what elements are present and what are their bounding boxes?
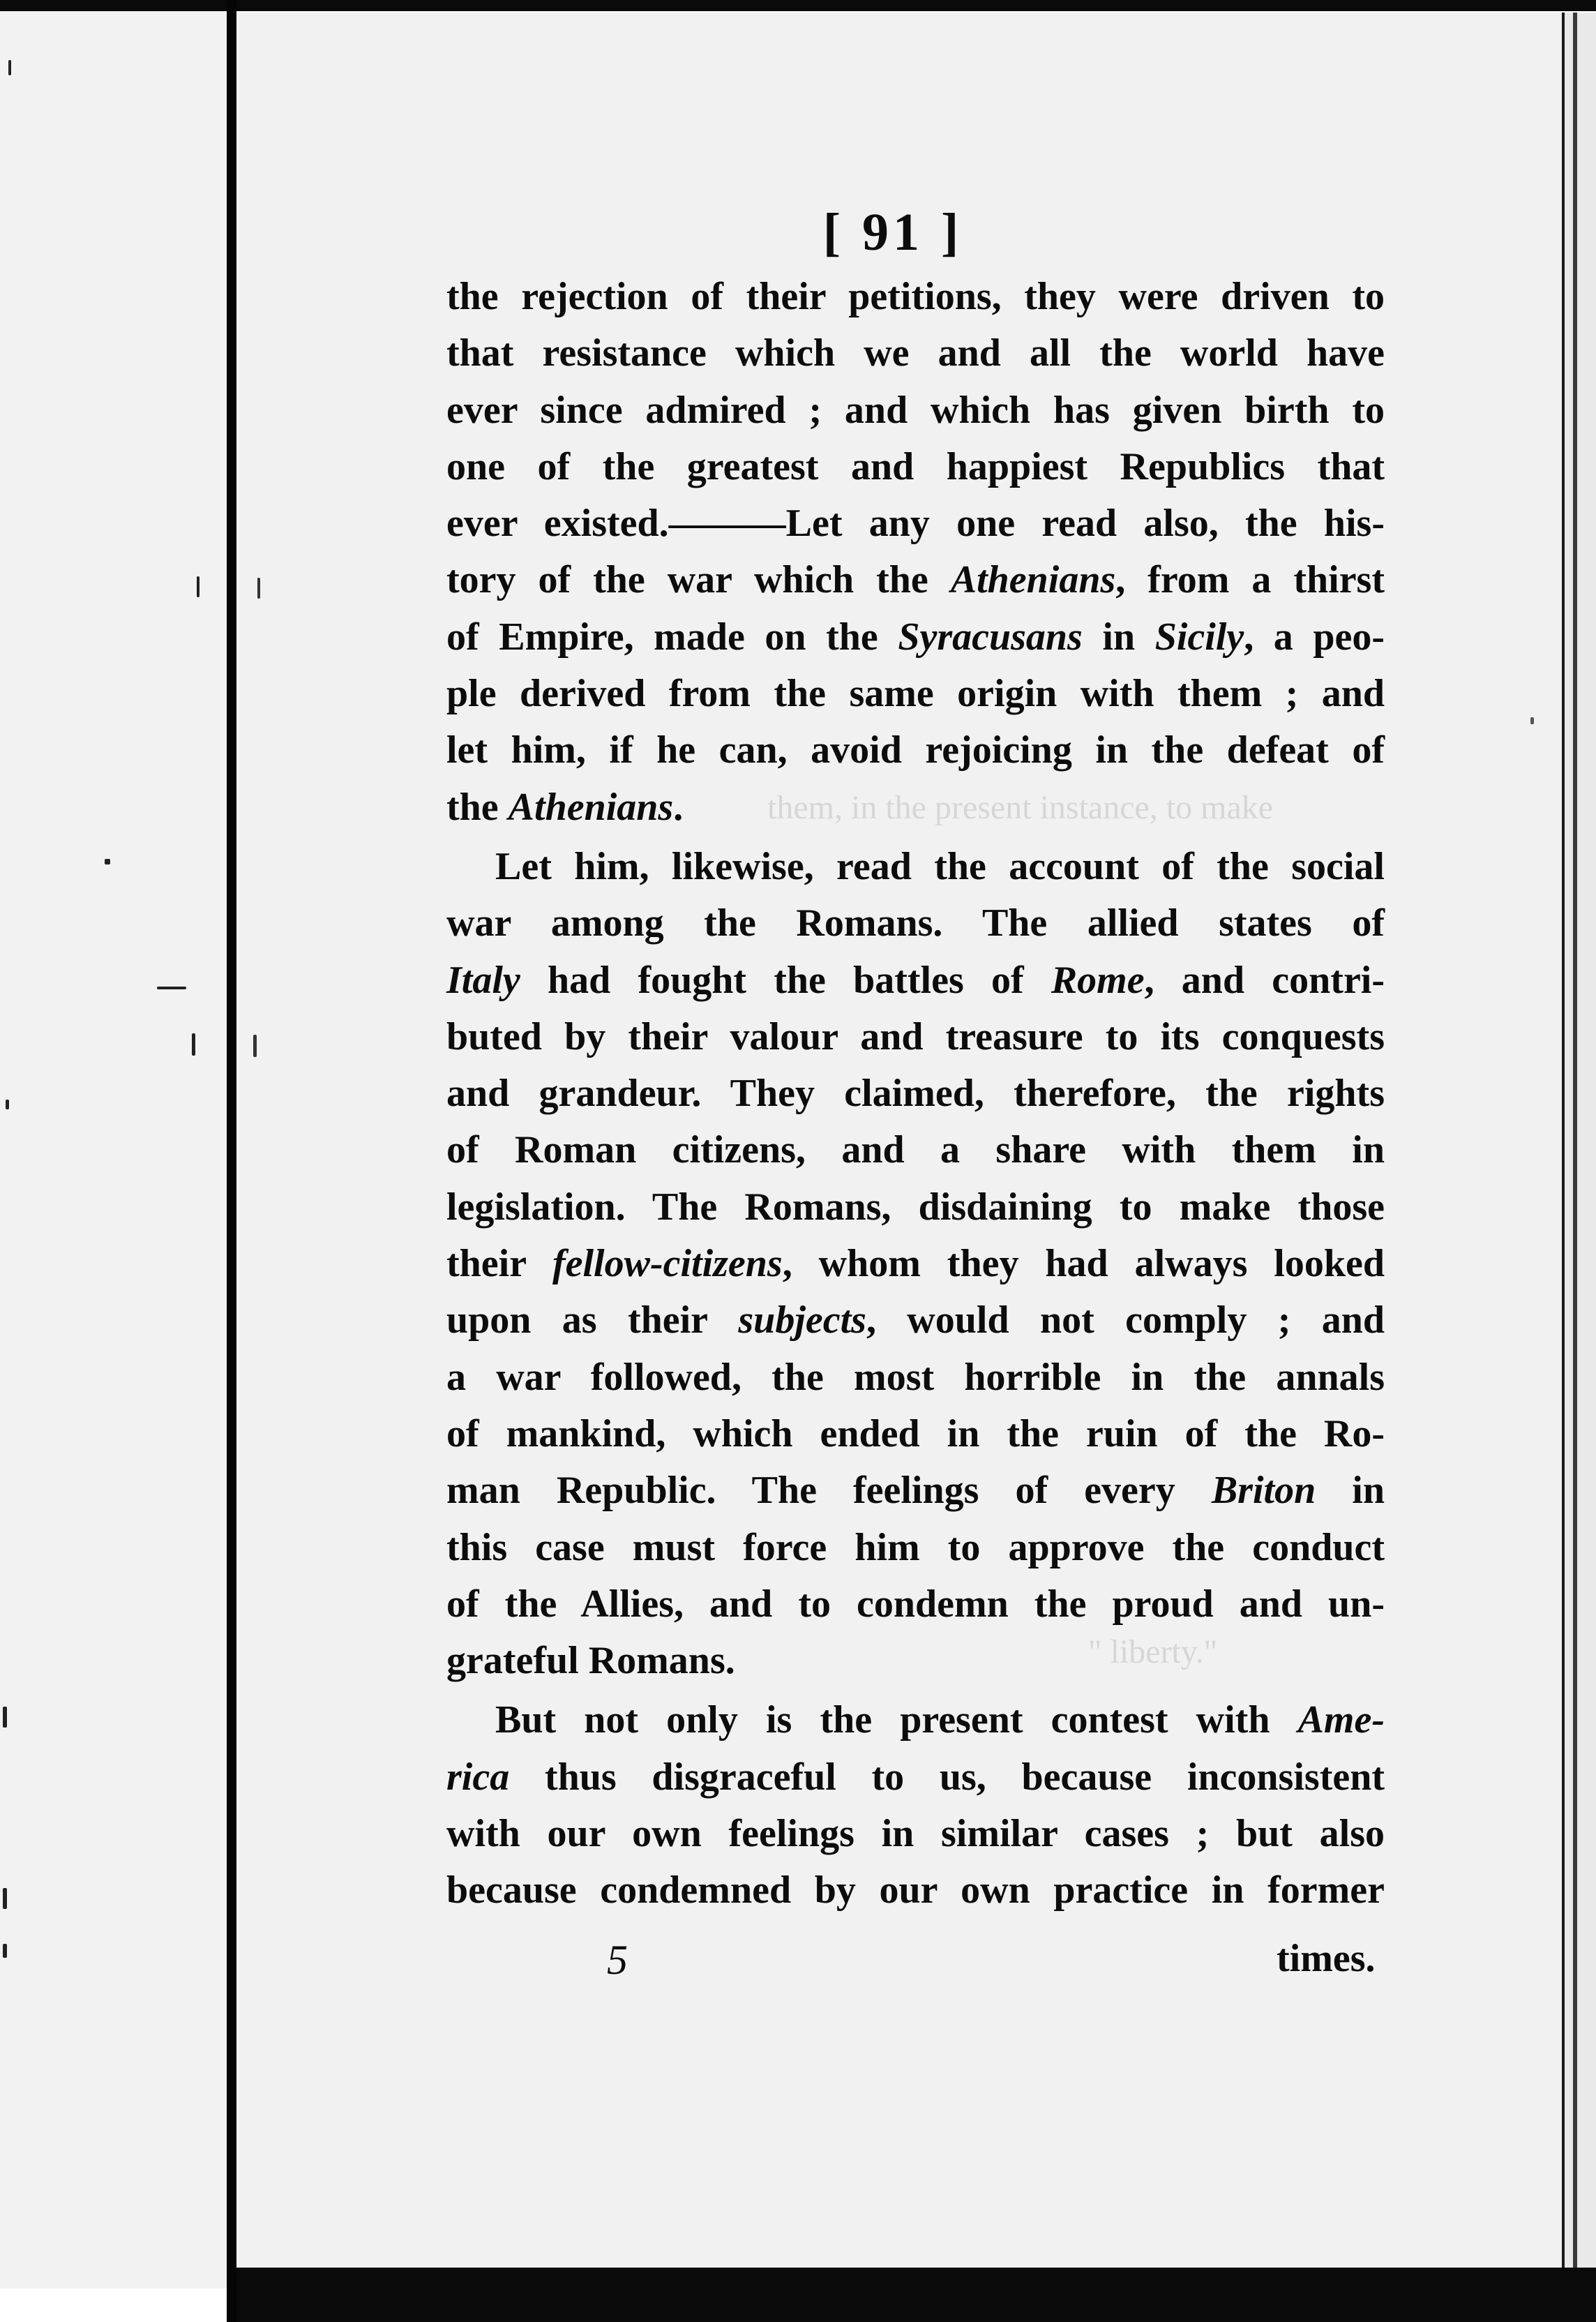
signature-mark: 5 [607,1937,628,1983]
text-line: legislation. The Romans, disdaining to make those [446,1185,1385,1229]
text-line: with our own feelings in similar cases ; but also [446,1812,1385,1856]
text-line: man Republic. The feelings of every Briton in [446,1469,1385,1513]
facing-page [0,11,227,2289]
text-line: one of the greatest and happiest Republics that [446,444,1385,488]
text-line: a war followed, the most horrible in the annals [446,1355,1385,1399]
stray-mark [3,1888,7,1909]
text-line: of Empire, made on the Syracusans in Sicily, a peo- [446,615,1385,659]
stray-mark [157,987,186,989]
book-gutter [227,0,236,2322]
text-line: of Roman citizens, and a share with them in [446,1128,1385,1172]
text-line: rica thus disgraceful to us, because inconsistent [446,1755,1385,1799]
text-line: ever existed.———Let any one read also, the his- [446,502,1385,546]
text-line: their fellow-citizens, whom they had always looked [446,1242,1385,1286]
text-line: But not only is the present contest with Ame- [495,1698,1385,1742]
scan-top-edge [0,0,1596,11]
text-line: tory of the war which the Athenians, from a thirst [446,558,1385,602]
text-line: the rejection of their petitions, they were driven to [446,275,1385,318]
text-line: and grandeur. They claimed, therefore, the rights [446,1072,1385,1116]
text-line: of mankind, which ended in the ruin of the Ro- [446,1411,1385,1455]
text-line: this case must force him to approve the conduct [446,1525,1385,1569]
text-line: the Athenians. [446,785,684,829]
body-text [446,269,1385,1919]
text-line: Let him, likewise, read the account of the social [495,844,1385,888]
text-line: upon as their subjects, would not comply ; and [446,1298,1385,1342]
stray-mark [192,1033,195,1056]
show-through-text: them, in the present instance, to make [767,789,1274,826]
stray-mark [6,1100,9,1109]
stray-mark [1530,717,1534,724]
text-line: ever since admired ; and which has given birth to [446,388,1385,432]
text-line: of the Allies, and to condemn the proud and un- [446,1582,1385,1626]
text-line: Italy had fought the battles of Rome, and contri- [446,958,1385,1002]
text-line: grateful Romans. [446,1639,735,1683]
stray-mark [105,859,110,864]
stray-mark [197,576,200,597]
stray-mark [257,578,260,599]
show-through-text: " liberty." [1088,1633,1218,1670]
stray-mark [8,60,11,75]
stray-mark [253,1035,257,1057]
text-line: ple derived from the same origin with them ; and [446,672,1385,716]
text-line: war among the Romans. The allied states of [446,901,1385,945]
text-line: because condemned by our own practice in former [446,1868,1385,1912]
catchword: times. [1277,1937,1376,1980]
stray-mark [3,1707,7,1728]
text-line: buted by their valour and treasure to its conquests [446,1014,1385,1058]
page-edges [1562,13,1596,2322]
scan-bottom-edge [236,2268,1596,2322]
page-number: [ 91 ] [822,203,963,262]
text-line: let him, if he can, avoid rejoicing in the defeat of [446,728,1385,772]
stray-mark [3,1944,7,1958]
text-line: that resistance which we and all the world have [446,331,1385,375]
